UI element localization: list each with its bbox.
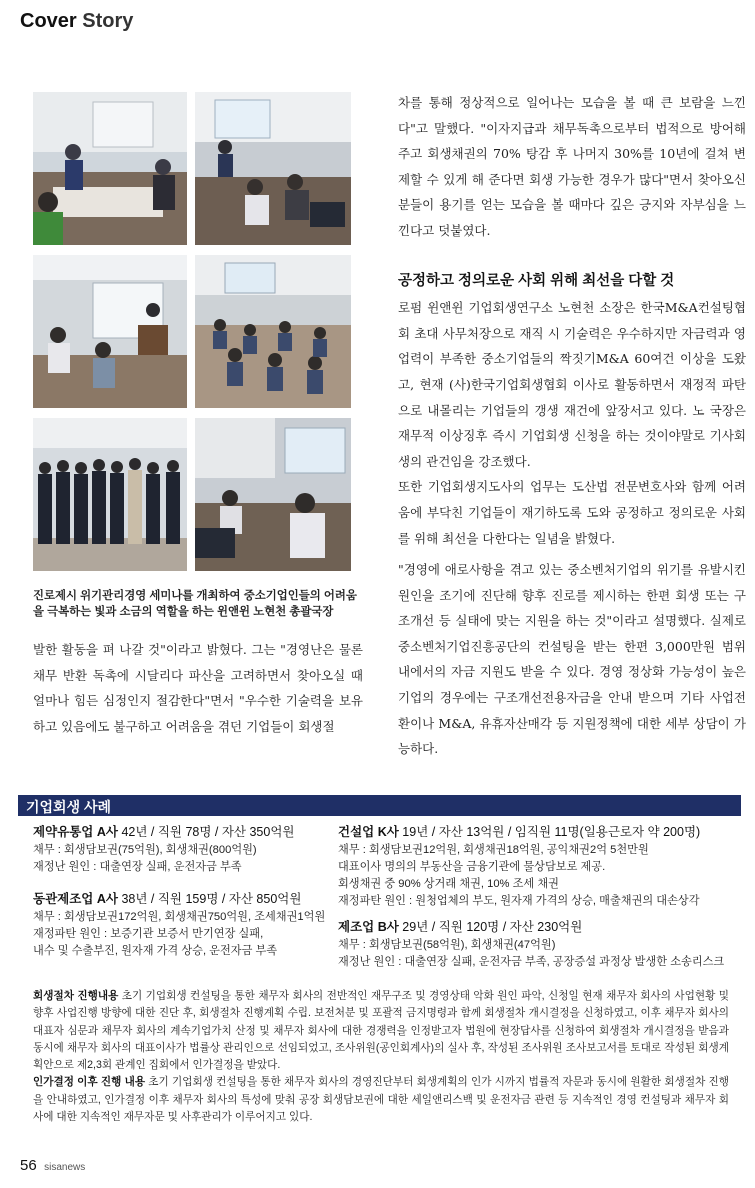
case-info: 38년 / 직원 159명 / 자산 850억원 (121, 892, 302, 906)
seminar-photo-3 (33, 255, 187, 408)
case-item (33, 889, 333, 960)
case-line: 내수 및 수출부진, 원자재 가격 상승, 운전자금 부족 (33, 945, 278, 957)
case-line: 재정난 원인 : 대출연장 실패, 운전자금 부족, 공장증설 과정상 발생한 소송리스크 (338, 956, 725, 968)
case-info: 29년 / 직원 120명 / 자산 230억원 (402, 920, 583, 934)
case-line: 대표이사 명의의 부동산을 금융기관에 물상담보로 제공. (338, 861, 606, 873)
article-paragraph: 또한 기업회생지도사의 업무는 도산법 전문변호사와 함께 어려움에 부닥친 기업들이 재기하도록 도와 공정하고 정의로운 사회를 위해 최선을 다한다는 일념을 밝혔다. (398, 479, 746, 546)
case-name: 동관제조업 A사 (33, 892, 118, 906)
seminar-photo-4 (195, 255, 351, 408)
article-paragraph: 로펌 윈앤윈 기업회생연구소 노현천 소장은 한국M&A컨설팅협회 초대 사무처장으로 재직 시 기술력은 우수하지만 자금력과 영업력이 부족한 중소기업들의 짝짓기M&A 60여건 이상을 도왔고, 현재 (사)한국기업회생협회 이사로 활동하면서 재정적 파탄으로 내몰리는 기업들의 갱생 재건에 앞장서고 있다. 노 국장은 재무적 이상징후 즉시 기업회생 신청을 하는 것이야말로 기사회생의 관건임을 강조했다. (398, 300, 746, 469)
seminar-photo-6 (195, 418, 351, 571)
case-info: 19년 / 자산 13억원 / 임직원 11명(일용근로자 약 200명) (402, 825, 701, 839)
case-line: 채무 : 회생담보권172억원, 회생채권750억원, 조세채권1억원 (33, 911, 326, 923)
article-left-column (33, 637, 363, 739)
page-footer (20, 1157, 85, 1175)
article-paragraph: "경영에 애로사항을 겪고 있는 중소벤처기업의 위기를 유발시킨 원인을 조기에 진단해 향후 진로를 제시하는 한편 회생 또는 구조개선 등 실태에 맞는 지원을 하는 것"이라고 설명했다. 실제로 중소벤처기업진흥공단의 컨설팅을 받는 한편 3,000만원 범위 내에서의 자금 지원도 받을 수 있다. 경영 정상화 가능성이 높은 기업의 경우에는 구조개선전용자금을 안내 받으며 기타 사업전환이나 M&A, 유휴자산매각 등 지원정책에 대한 세부 상담이 가능하다. (398, 562, 746, 757)
summary-text: 초기 기업회생 컨설팅을 통한 채무자 회사의 전반적인 재무구조 및 경영상태 악화 원인 파악, 신청일 현재 채무자 회사의 사업현황 및 향후 사업진행 방향에 대한 진단 후, 회생절차 진행계획 수립. 보전처분 및 포괄적 금지명령과 함께 회생절차 개시결정을 신청하였고, 이후 채무자 회사의 대표자 심문과 채무자 회사의 계속기업가치 산정 및 채무자 회사에 대한 경쟁력을 인정받고자 법원에 현장답사를 신청하여 회생절차 개시결정을 받음과 동시에 채무자 회사의 대표이사가 법률상 관리인으로 선임되었고, 조사위원(공인회계사)의 실사 후, 작성된 조사위원 조사보고서를 토대로 작성된 회생계획안으로 제2,3회 관계인 집회에서 인가결정을 받았다. (33, 990, 729, 1072)
group-photo (33, 418, 187, 571)
summary-text: 초기 기업회생 컨설팅을 통한 채무자 회사의 경영진단부터 회생계획의 인가 시까지 법률적 자문과 동시에 원활한 회생절차 진행을 안내하였고, 인가결정 이후 채무자 회사의 특성에 맞춰 공장 회생담보권에 대한 세일앤리스백 및 운전자금 관련 등 지속적인 경영 컨설팅과 채무자 회사에 대한 지속적인 재무자문 및 사후관리가 이루어지고 있다. (33, 1076, 730, 1124)
case-line: 재정난 원인 : 대출연장 실패, 운전자금 부족 (33, 861, 242, 873)
seminar-photo-2 (195, 92, 351, 245)
case-name: 건설업 K사 (338, 825, 399, 839)
case-info: 42년 / 직원 78명 / 자산 350억원 (121, 825, 295, 839)
article-right-column (398, 90, 746, 762)
photo-caption: 진로제시 위기관리경영 세미나를 개최하여 중소기업인들의 어려움을 극복하는 빛과 소금의 역할을 하는 윈앤윈 노현천 총괄국장 (33, 590, 357, 618)
case-line: 재정파탄 원인 : 원청업체의 부도, 원자재 가격의 상승, 매출채권의 대손상각 (338, 895, 700, 907)
case-item (338, 822, 738, 910)
case-name: 제조업 B사 (338, 920, 399, 934)
case-item (338, 917, 738, 971)
article-paragraph: 발한 활동을 펴 나갈 것"이라고 밝혔다. 그는 "경영난은 물론 채무 반환 독촉에 시달리다 파산을 고려하면서 찾아오실 때 얼마나 힘든 심정인지 절감한다"면서 "우수한 기술력을 보유하고 있음에도 불구하고 어려움을 겪던 기업들이 회생절 (33, 642, 363, 734)
header-cover: Cover (20, 10, 77, 32)
page-number: 56 (20, 1157, 37, 1174)
header-story: Story (82, 10, 134, 32)
cases-section-title: 기업회생 사례 (26, 799, 112, 815)
article-subhead: 공정하고 정의로운 사회 위해 최선을 다할 것 (398, 272, 675, 289)
case-line: 채무 : 회생담보권(58억원), 회생채권(47억원) (338, 939, 556, 951)
article-paragraph: 차를 통해 정상적으로 일어나는 모습을 볼 때 큰 보람을 느낀다"고 말했다. "이자지급과 채무독촉으로부터 법적으로 방어해주고 회생채권의 70% 탕감 후 나머지 30%를 10년에 걸쳐 변제할 수 있게 해 준다면 회생 가능한 경우가 많다"면서 찾아오신 분들이 용기를 얻는 모습을 볼 때마다 깊은 긍지와 자부심을 느낀다고 덧붙였다. (398, 95, 746, 238)
cases-left (33, 822, 333, 967)
summary-label: 인가결정 이후 진행 내용 (33, 1076, 146, 1089)
case-line: 재정파탄 원인 : 보증기관 보증서 만기연장 실패, (33, 928, 264, 940)
summary-label: 회생절차 진행내용 (33, 990, 119, 1002)
case-line: 채무 : 회생담보권(75억원), 회생채권(800억원) (33, 844, 257, 856)
section-header (20, 10, 133, 33)
case-item (33, 822, 333, 876)
case-line: 회생채권 중 90% 상거래 채권, 10% 조세 채권 (338, 878, 559, 890)
cases-section-bar (18, 795, 741, 816)
magazine-name: sisanews (44, 1162, 86, 1173)
seminar-photo-1 (33, 92, 187, 245)
cases-right (338, 822, 738, 978)
process-summary (33, 988, 729, 1126)
case-name: 제약유통업 A사 (33, 825, 118, 839)
case-line: 채무 : 회생담보권12억원, 회생채권18억원, 공익채권2억 5천만원 (338, 844, 649, 856)
